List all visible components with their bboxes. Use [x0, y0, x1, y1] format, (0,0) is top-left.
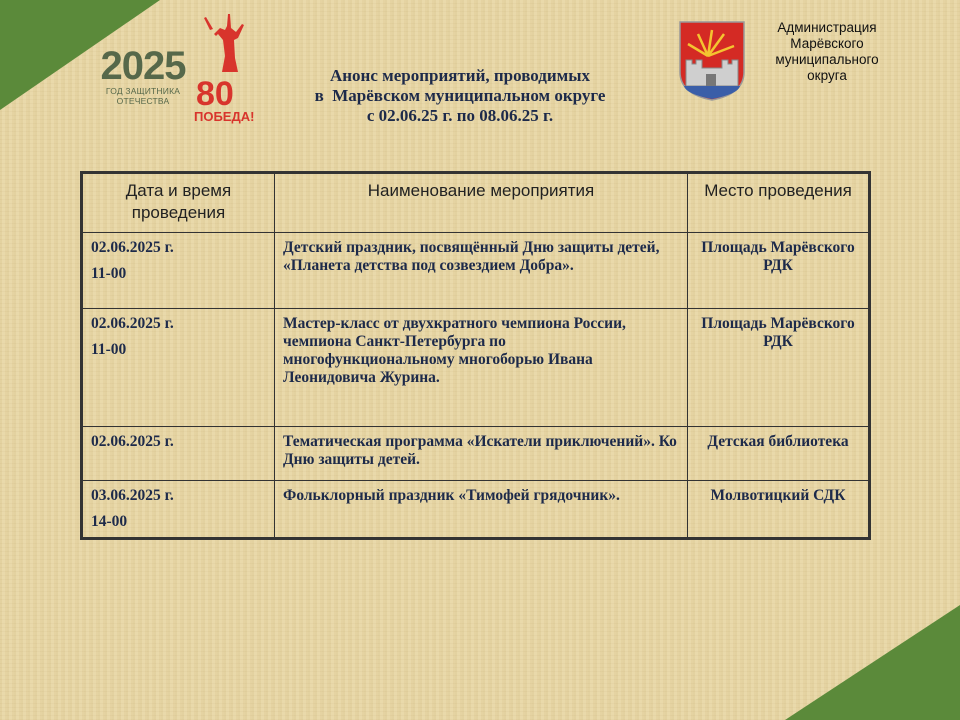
coat-of-arms-icon [678, 20, 746, 102]
administration-name [752, 20, 902, 84]
logo-2025-defender-year [98, 46, 188, 106]
logo-year: 2025 [100, 44, 186, 88]
title-line1: Анонс мероприятий, проводимых [329, 66, 591, 85]
event-time: 11-00 [91, 341, 127, 358]
emblem-word: ПОБЕДА! [194, 109, 255, 124]
admin-line4: округа [807, 68, 847, 83]
header-date: Дата и время проведения [82, 173, 275, 233]
cell-date [82, 481, 275, 539]
event-name: Детский праздник, посвящённый Дню защиты детей, «Планета детства под созвездием Добра». [275, 233, 688, 309]
event-date: 02.06.2025 г. [91, 239, 174, 256]
title-line3: с 02.06.25 г. по 08.06.25 г. [366, 106, 554, 125]
events-table [80, 171, 871, 540]
table-row [82, 427, 870, 481]
event-date: 03.06.2025 г. [91, 487, 174, 504]
page-title [270, 66, 650, 126]
event-time: 14-00 [91, 513, 128, 530]
cell-date [82, 233, 275, 309]
table-row [82, 233, 870, 309]
title-line2: в Марёвском муниципальном округе [314, 86, 606, 105]
event-name: Фольклорный праздник «Тимофей грядочник». [275, 481, 688, 539]
event-name: Тематическая программа «Искатели приключений». Ко Дню защиты детей. [275, 427, 688, 481]
admin-line3: муниципального [775, 52, 879, 67]
logo-caption-line1: ГОД ЗАЩИТНИКА [105, 86, 181, 96]
admin-line2: Марёвского [790, 36, 864, 51]
emblem-number: 80 [196, 75, 234, 113]
event-place: Молвотицкий СДК [688, 481, 870, 539]
event-place: Площадь Марёвского РДК [688, 309, 870, 427]
header-place: Место проведения [688, 173, 870, 233]
event-date: 02.06.2025 г. [91, 433, 174, 450]
event-place: Площадь Марёвского РДК [688, 233, 870, 309]
table-row [82, 309, 870, 427]
event-time: 11-00 [91, 265, 127, 282]
logo-caption-line2: ОТЕЧЕСТВА [116, 96, 170, 106]
table-header-row [82, 173, 870, 233]
event-name: Мастер-класс от двухкратного чемпиона России, чемпиона Санкт-Петербурга по многофункциональному многоборью Ивана Леонидовича Журина. [275, 309, 688, 427]
cell-date [82, 427, 275, 481]
header-name: Наименование мероприятия [275, 173, 688, 233]
cell-date [82, 309, 275, 427]
event-date: 02.06.2025 г. [91, 315, 174, 332]
victory-80-emblem [192, 10, 258, 125]
table-row [82, 481, 870, 539]
event-place: Детская библиотека [688, 427, 870, 481]
corner-decoration-bottom-right [785, 605, 960, 720]
admin-line1: Администрация [777, 20, 877, 35]
